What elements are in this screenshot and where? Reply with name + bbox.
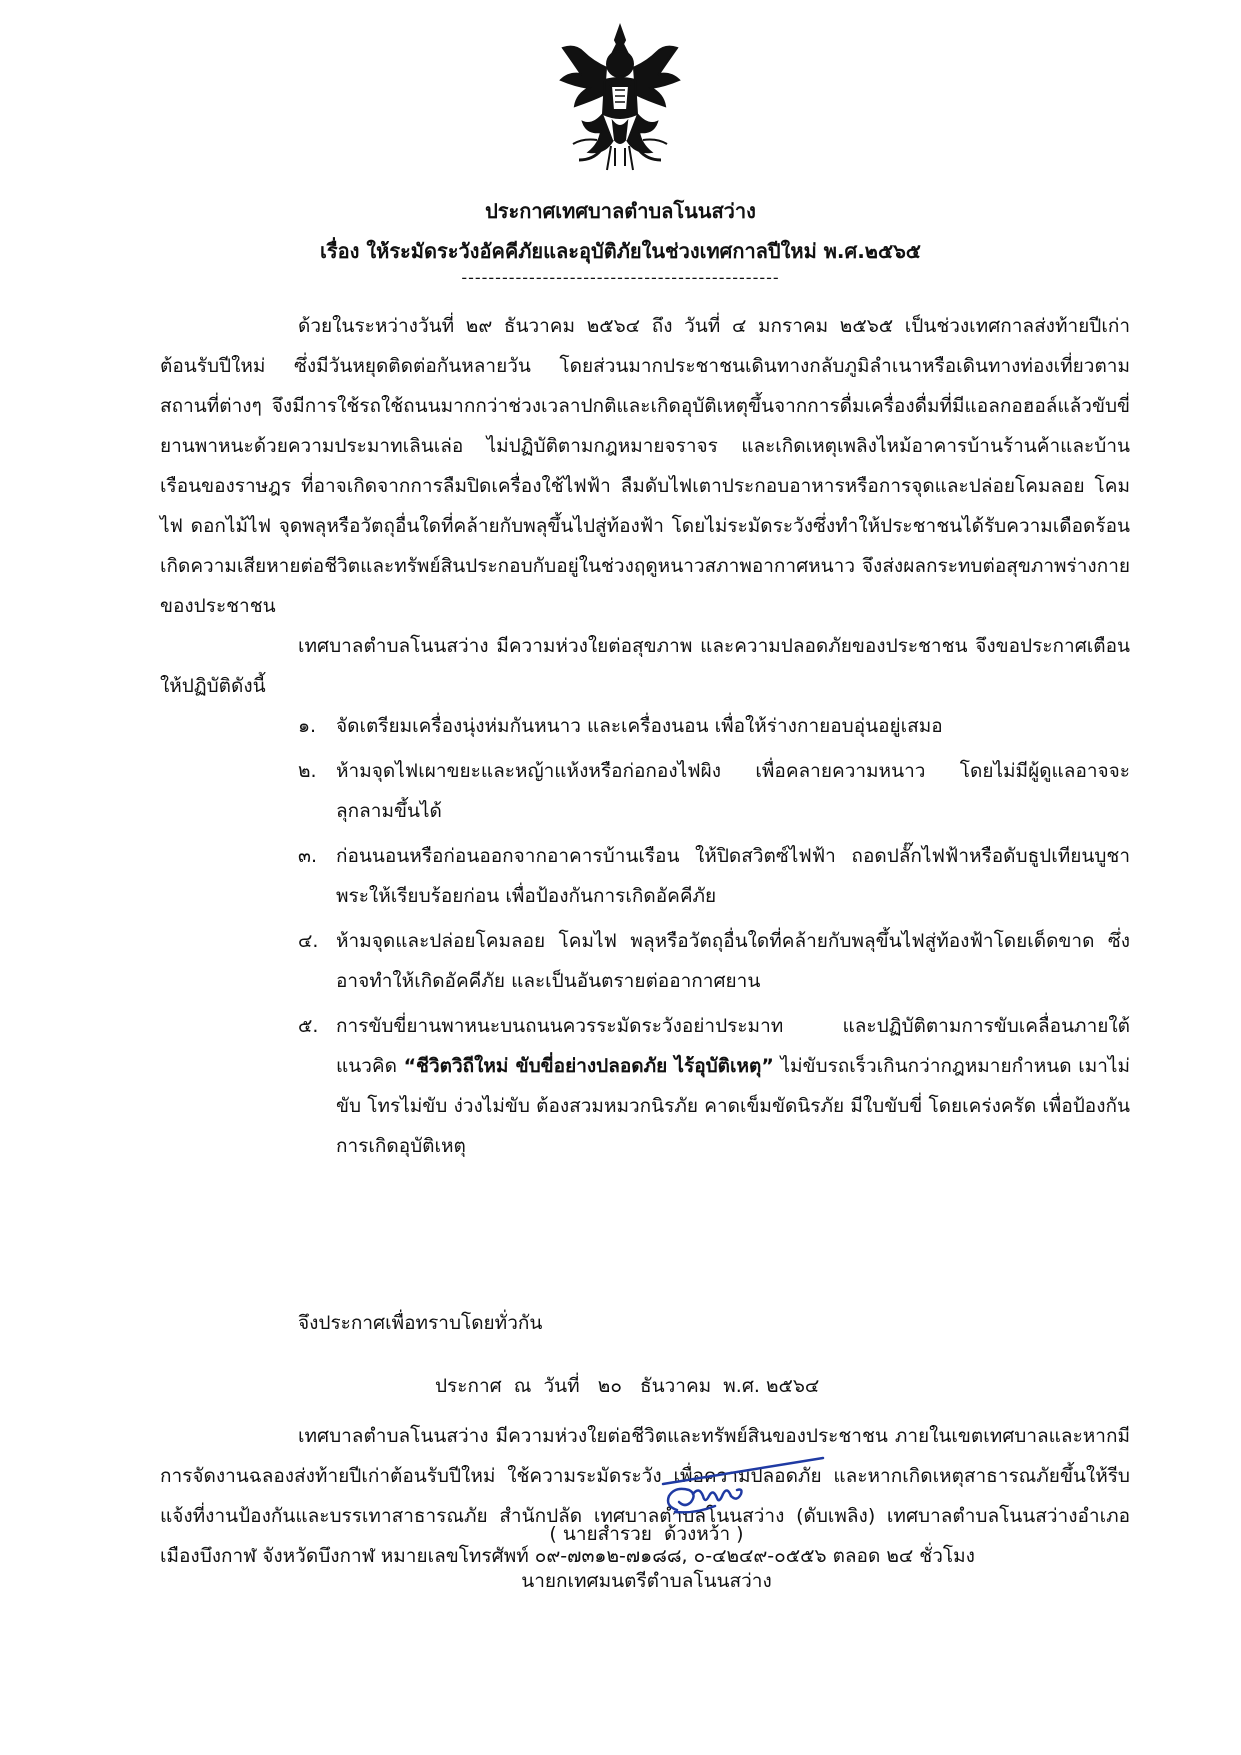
list-item [298, 836, 1130, 916]
announcement-title: ประกาศเทศบาลตำบลโนนสว่าง [485, 199, 756, 223]
body-paragraph-1: ด้วยในระหว่างวันที่ ๒๙ ธันวาคม ๒๕๖๔ ถึง วันที่ ๔ มกราคม ๒๕๖๕ เป็นช่วงเทศกาลส่งท้ายปีเก่าต้อนรับปีใหม่ ซึ่งมีวันหยุดติดต่อกันหลายวัน โดยส่วนมากประชาชนเดินทางกลับภูมิลำเนาหรือเดินทางท่องเที่ยวตามสถานที่ต่างๆ จึงมีการใช้รถใช้ถนนมากกว่าช่วงเวลาปกติและเกิดอุบัติเหตุขึ้นจากการดื่มเครื่องดื่มที่มีแอลกอฮอล์แล้วขับขี่ยานพาหนะด้วยความประมาทเลินเล่อ ไม่ปฏิบัติตามกฎหมายจราจร และเกิดเหตุเพลิงไหม้อาคารบ้านร้านค้าและบ้านเรือนของราษฎร ที่อาจเกิดจากการลืมปิดเครื่องใช้ไฟฟ้า ลืมดับไฟเตาประกอบอาหารหรือการจุดและปล่อยโคมลอย โคมไฟ ดอกไม้ไฟ จุดพลุหรือวัตถุอื่นใดที่คล้ายกับพลุขึ้นไปสู่ท้องฟ้า โดยไม่ระมัดระวังซึ่งทำให้ประชาชนได้รับความเดือดร้อน เกิดความเสียหายต่อชีวิตและทรัพย์สินประกอบกับอยู่ในช่วงฤดูหนาวสภาพอากาศหนาว จึงส่งผลกระทบต่อสุขภาพร่างกายของประชาชน [160, 315, 1130, 617]
signer-name: ( นายสำรวย ด้วงหว้า ) [549, 1523, 744, 1545]
list-item-text: ก่อนนอนหรือก่อนออกจากอาคารบ้านเรือน ให้ปิดสวิตซ์ไฟฟ้า ถอดปลั๊กไฟฟ้าหรือดับธูปเทียนบูชาพระให้เรียบร้อยก่อน เพื่อป้องกันการเกิดอัคคีภัย [336, 845, 1130, 907]
list-item-number: ๑. [298, 715, 317, 737]
body-paragraph-3: เทศบาลตำบลโนนสว่าง มีความห่วงใยต่อชีวิตและทรัพย์สินของประชาชน ภายในเขตเทศบาลและหากมีการจัดงานฉลองส่งท้ายปีเก่าต้อนรับปีใหม่ ใช้ความระมัดระวัง เพื่อความปลอดภัย และหากเกิดเหตุสาธารณภัยขึ้นให้รีบแจ้งที่งานป้องกันและบรรเทาสาธารณภัย สำนักปลัด เทศบาลตำบลโนนสว่าง (ดับเพลิง) เทศบาลตำบลโนนสว่างอำเภอเมืองบึงกาฬ จังหวัดบึงกาฬ หมายเลขโทรศัพท์ ๐๙-๗๓๑๒-๗๑๘๘, ๐-๔๒๔๙-๐๕๕๖ ตลอด ๒๔ ชั่วโมง [160, 1425, 1130, 1567]
list-item [298, 751, 1130, 831]
list-item-number: ๔. [298, 930, 319, 952]
list-item [298, 706, 1130, 746]
closing-statement: จึงประกาศเพื่อทราบโดยทั่วกัน [298, 1312, 543, 1334]
instruction-list [298, 706, 1130, 1171]
garuda-emblem-icon [553, 22, 687, 174]
title-divider: ----------------------------------------------- [461, 268, 780, 287]
list-item-text: ห้ามจุดไฟเผาขยะและหญ้าแห้งหรือก่อกองไฟผิง เพื่อคลายความหนาว โดยไม่มีผู้ดูแลอาจจะลุกลามขึ้นได้ [336, 760, 1130, 822]
list-item-text: ห้ามจุดและปล่อยโคมลอย โคมไฟ พลุหรือวัตถุอื่นใดที่คล้ายกับพลุขึ้นไฟสู่ท้องฟ้าโดยเด็ดขาด ซึ่งอาจทำให้เกิดอัคคีภัย และเป็นอันตรายต่ออากาศยาน [336, 930, 1130, 992]
announcement-subject: เรื่อง ให้ระมัดระวังอัคคีภัยและอุบัติภัยในช่วงเทศกาลปีใหม่ พ.ศ.๒๕๖๕ [320, 239, 921, 263]
list-item-number: ๒. [298, 760, 317, 782]
announcement-date: ประกาศ ณ วันที่ ๒๐ ธันวาคม พ.ศ. ๒๕๖๔ [435, 1375, 820, 1397]
list-item [298, 921, 1130, 1001]
list-item-number: ๓. [298, 845, 318, 867]
list-item-text-tail: ไม่ขับรถเร็วเกินกว่ากฎหมายกำหนด เมาไม่ขับ โทรไม่ขับ ง่วงไม่ขับ ต้องสวมหมวกนิรภัย คาดเข็มขัดนิรภัย มีใบขับขี่ โดยเคร่งครัด เพื่อป้องกันการเกิดอุบัติเหตุ [336, 1055, 1130, 1157]
list-item [298, 1006, 1130, 1166]
body-paragraph-2: เทศบาลตำบลโนนสว่าง มีความห่วงใยต่อสุขภาพ และความปลอดภัยของประชาชน จึงขอประกาศเตือนให้ปฏิบัติดังนี้ [160, 635, 1130, 697]
signer-position: นายกเทศมนตรีตำบลโนนสว่าง [521, 1570, 772, 1592]
list-item-text: จัดเตรียมเครื่องนุ่งห่มกันหนาว และเครื่องนอน เพื่อให้ร่างกายอบอุ่นอยู่เสมอ [336, 715, 943, 737]
list-item-number: ๕. [298, 1015, 319, 1037]
list-item-text-lead: การขับขี่ยานพาหนะบนถนนควรระมัดระวังอย่าประมาท และปฏิบัติตามการขับเคลื่อนภายใต้แนวคิด [336, 1015, 1130, 1077]
campaign-slogan: “ชีวิตวิถีใหม่ ขับขี่อย่างปลอดภัย ไร้อุบัติเหตุ” [403, 1055, 774, 1077]
